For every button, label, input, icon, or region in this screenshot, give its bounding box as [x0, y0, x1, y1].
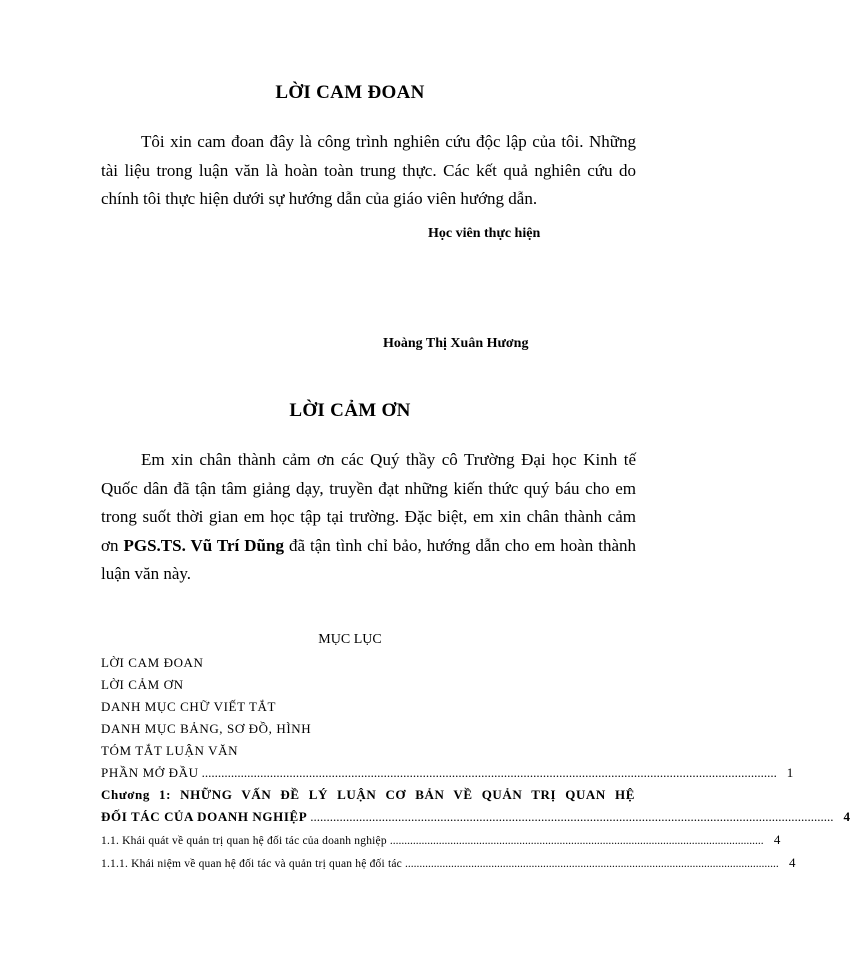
toc-chapter1-label: ĐỐI TÁC CỦA DOANH NGHIỆP	[101, 809, 308, 824]
toc-chapter1-line2	[101, 809, 851, 825]
declaration-body	[101, 128, 636, 214]
toc-item: DANH MỤC CHỮ VIẾT TẮT	[101, 699, 277, 714]
declaration-text: Tôi xin cam đoan đây là công trình nghiên cứu độc lập của tôi. Những tài liệu trong luận văn là hoàn toàn trung thực. Các kết quả nghiên cứu do chính tôi thực hiện dưới sự hướng dẫn của giáo viên hướng dẫn.	[101, 132, 636, 208]
toc-title: MỤC LỤC	[318, 632, 382, 647]
toc-intro	[101, 765, 794, 781]
toc-section-label: 1.1. Khái quát về quản trị quan hệ đối tác của doanh nghiệp	[101, 835, 387, 847]
toc-leader-dots: .................................................................................................................................................................	[310, 809, 834, 824]
toc-item: DANH MỤC BẢNG, SƠ ĐỒ, HÌNH	[101, 721, 312, 736]
toc-item: TÓM TẮT LUẬN VĂN	[101, 743, 239, 758]
toc-page-number: 4	[773, 832, 781, 847]
signer-name: Hoàng Thị Xuân Hương	[383, 336, 529, 351]
toc-section-1-1	[101, 832, 781, 848]
toc-item: LỜI CAM ĐOAN	[101, 655, 204, 670]
acknowledgement-body	[101, 446, 636, 589]
toc-section-1-1-1	[101, 855, 796, 871]
declaration-title: LỜI CAM ĐOAN	[275, 82, 425, 103]
acknowledgement-title: LỜI CẢM ƠN	[289, 400, 411, 421]
signer-label: Học viên thực hiện	[428, 226, 541, 241]
toc-intro-label: PHẦN MỞ ĐẦU	[101, 765, 199, 780]
acknowledgement-text-1: Em xin chân thành cảm ơn các Quý thầy cô Trường Đại học Kinh tế Quốc dân đã tận tâm giảng dạy, truyền đạt những kiến thức quý báu cho em trong suốt thời gian em học tập tại trường. Đặc biệt, em xin chân thành cảm ơn	[101, 450, 636, 555]
toc-page-number: 1	[786, 765, 794, 780]
toc-chapter1-line1: Chương 1: NHỮNG VẤN ĐỀ LÝ LUẬN CƠ BẢN VỀ QUẢN TRỊ QUAN HỆ	[101, 787, 635, 802]
toc-leader-dots: .................................................................................................................................................................................	[201, 765, 777, 780]
acknowledgement-text-2: đã tận tình chỉ bảo, hướng dẫn cho em hoàn thành luận văn này.	[101, 535, 636, 583]
toc-page-number: 4	[843, 809, 851, 824]
toc-item: LỜI CẢM ƠN	[101, 677, 184, 692]
advisor-name: PGS.TS. Vũ Trí Dũng	[123, 535, 284, 555]
toc-leader-dots: ..................................................................................................................................	[389, 835, 764, 847]
toc-section-label: 1.1.1. Khái niệm về quan hệ đối tác và quản trị quan hệ đối tác	[101, 858, 402, 870]
toc-page-number: 4	[789, 855, 796, 870]
toc-leader-dots: ..................................................................................................................................	[404, 858, 779, 870]
